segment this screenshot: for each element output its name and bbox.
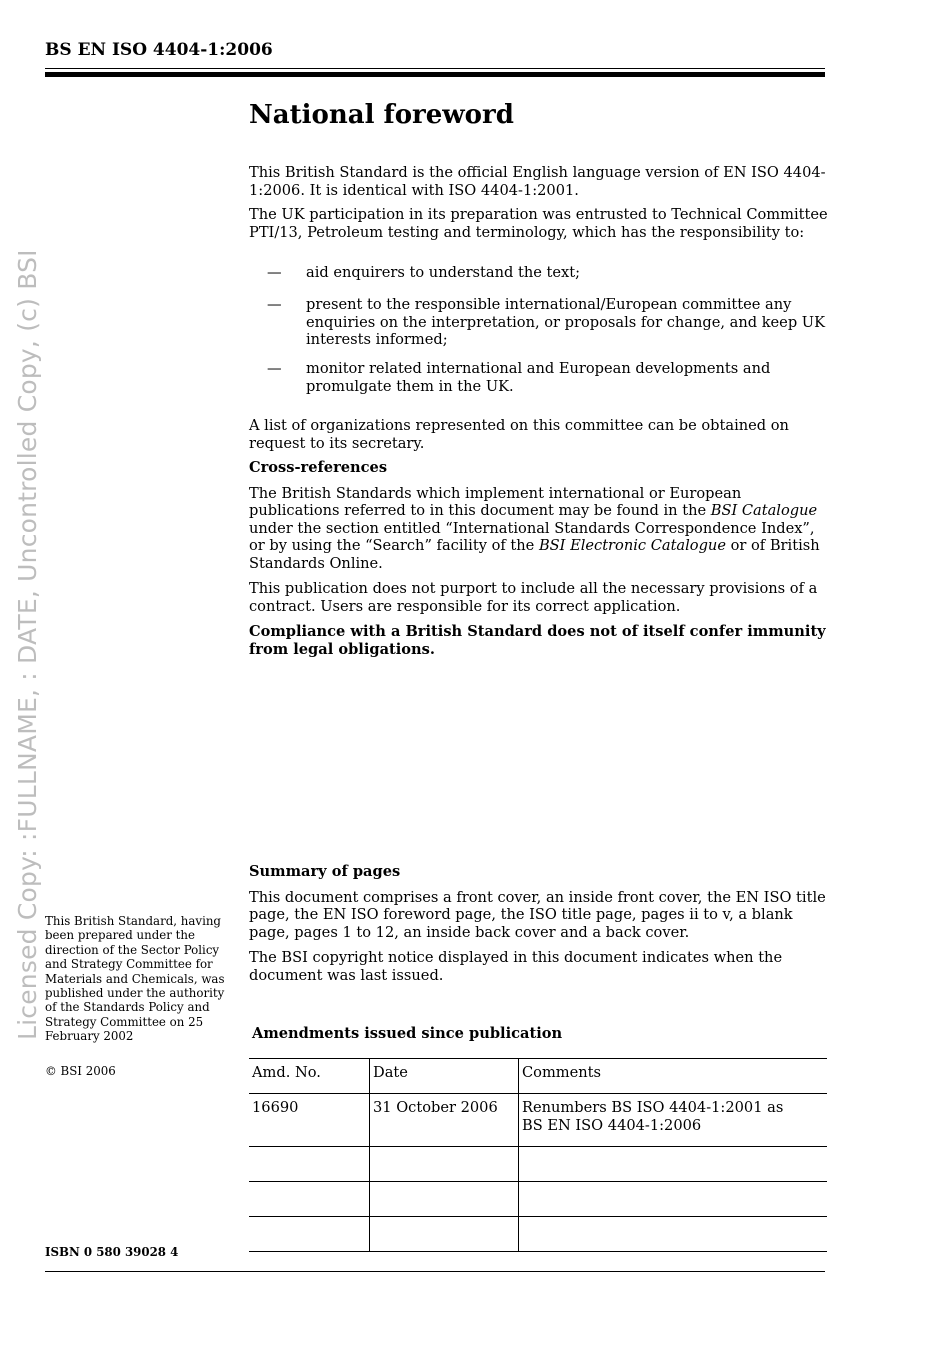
amendments-heading: Amendments issued since publication [252, 1025, 563, 1042]
summary-section [249, 863, 829, 984]
intro-paragraph-1: This British Standard is the official English language version of EN ISO 4404-1:2006. It is identical with ISO 4404-1:2001. [249, 164, 826, 199]
header-rule-thick [45, 72, 825, 77]
amd-no-cell: 16690 [249, 1094, 370, 1147]
isbn: ISBN 0 580 39028 4 [45, 1245, 179, 1259]
dash-bullet: — [267, 264, 282, 281]
comment-line: BS EN ISO 4404-1:2006 [522, 1116, 702, 1134]
cross-references-paragraph [249, 485, 829, 573]
comment-line: Renumbers BS ISO 4404-1:2001 as [522, 1099, 784, 1116]
provisions-paragraph: This publication does not purport to include all the necessary provisions of a contract. Users are responsible for its correct application. [249, 580, 818, 615]
page-title: National foreword [249, 100, 514, 130]
header-rule-thin [45, 68, 825, 69]
column-header: Amd. No. [249, 1059, 370, 1094]
responsibility-text: aid enquirers to understand the text; [306, 264, 581, 281]
org-list-paragraph: A list of organizations represented on this committee can be obtained on request to its secretary. [249, 417, 789, 452]
licence-watermark: Licensed Copy: :FULLNAME, : DATE, Uncontrolled Copy, (c) BSI [13, 249, 42, 1040]
table-row-empty [249, 1182, 827, 1217]
footer-rule [45, 1271, 825, 1272]
intro-paragraph-2: The UK participation in its preparation was entrusted to Technical Committee PTI/13, Petroleum testing and terminology, which has the responsibility to: [249, 206, 828, 241]
prepared-note: This British Standard, having been prepared under the direction of the Sector Policy and Strategy Committee for Materials and Chemicals, was published under the authority of the Standards Policy and Strategy Committee on 25 February 2002 [45, 914, 225, 1044]
table-row-empty [249, 1217, 827, 1252]
document-id: BS EN ISO 4404-1:2006 [45, 40, 273, 60]
table-row-empty [249, 1147, 827, 1182]
column-header: Date [370, 1059, 519, 1094]
cross-references-heading: Cross-references [249, 459, 388, 476]
copyright-notice: © BSI 2006 [45, 1064, 116, 1078]
date-cell: 31 October 2006 [370, 1094, 519, 1147]
responsibility-text: present to the responsible international/European committee any enquiries on the interpretation, or proposals for change, and keep UK interests informed; [306, 296, 826, 348]
cross-references-section [249, 417, 829, 658]
table-row [249, 1094, 827, 1147]
bsi-catalogue-title: BSI Catalogue [710, 502, 818, 519]
responsibility-text: monitor related international and European developments and promulgate them in the UK. [306, 360, 771, 395]
column-header: Comments [519, 1059, 828, 1094]
amendments-table [249, 1058, 827, 1252]
summary-heading: Summary of pages [249, 863, 401, 880]
compliance-statement: Compliance with a British Standard does not of itself confer immunity from legal obligations. [249, 623, 826, 658]
summary-paragraph-2: The BSI copyright notice displayed in this document indicates when the document was last issued. [249, 949, 783, 984]
bsi-electronic-catalogue-title: BSI Electronic Catalogue [538, 537, 726, 554]
dash-bullet: — [267, 360, 282, 377]
text-run: under the section entitled “International Standards Correspondence Index”, or by using the “Search” facility of the [249, 519, 815, 554]
text-run: The British Standards which implement international or European publications referred to in this document may be found in the [249, 484, 742, 519]
dash-bullet: — [267, 296, 282, 313]
intro-section [249, 164, 829, 241]
comments-cell [519, 1094, 828, 1147]
summary-paragraph-1: This document comprises a front cover, an inside front cover, the EN ISO title page, the EN ISO foreword page, the ISO title page, pages ii to v, a blank page, pages 1 to 12, an inside back cover and a back cover. [249, 888, 826, 941]
table-header-row [249, 1059, 827, 1094]
text-run: or of British Standards Online. [249, 537, 820, 572]
